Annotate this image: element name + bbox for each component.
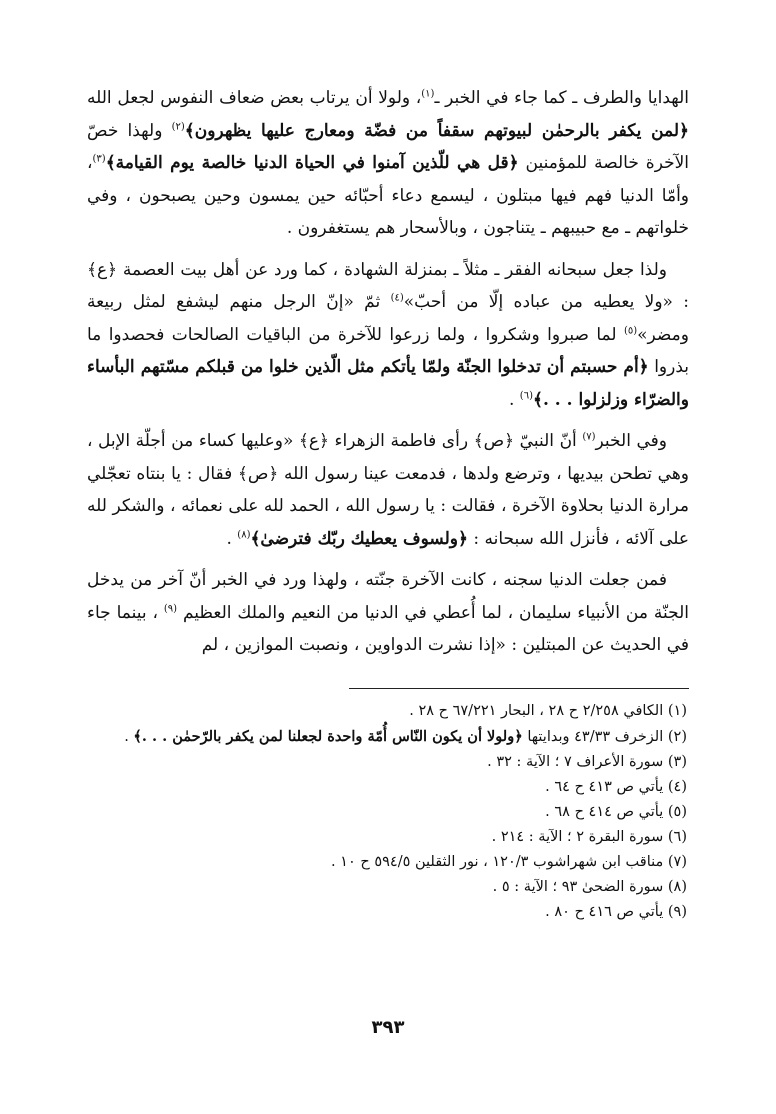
text-run: ، وأمّا الدنيا فهم فيها مبتلون ، ليسمع دعاء أحبّائه حين يمسون وحين يصبحون ، وفي خلواتهم ـ مع حبيبهم ـ يتناجون ، وبالأسحار هم يستغفرون . [87, 153, 689, 238]
footnote-number: (٢) [667, 728, 687, 745]
text-run: لما صبروا وشكروا ، ولما زرعوا للآخرة من الباقيات الصالحات فحصدوا ما بذروا [87, 324, 689, 377]
footnote-ref: (٧) [582, 431, 596, 443]
footnote-text: سورة البقرة ٢ ؛ الآية : ٢١٤ . [491, 828, 664, 845]
footnote-text: الزخرف ٤٣/٣٣ وبدايتها [522, 728, 664, 745]
paragraph-3 [87, 425, 689, 555]
footnote-item [87, 724, 689, 750]
text-run: . [226, 528, 238, 549]
text-run: ولهذا خصّ الآخرة خالصة للمؤمنين [87, 120, 689, 173]
footnote-item [87, 825, 689, 850]
footnote-text: يأتي ص ٤١٤ ح ٦٨ . [545, 803, 664, 820]
footnote-divider [349, 688, 689, 689]
text-run: ، ولولا أن يرتاب بعض ضعاف النفوس لجعل الله [87, 88, 422, 108]
paragraph-2 [87, 254, 689, 417]
footnote-ref: (٨) [237, 528, 251, 540]
footnote-item [87, 800, 689, 825]
paragraph-1 [87, 82, 689, 245]
footnote-ref: (٢) [171, 120, 185, 132]
footnotes-list [87, 699, 689, 925]
footnote-ref: (٤) [390, 292, 404, 304]
footnote-item [87, 900, 689, 925]
footnote-number: (٣) [667, 753, 687, 770]
footnote-item [87, 750, 689, 775]
text-run: . [508, 389, 520, 410]
footnote-ref: (١) [421, 88, 435, 100]
paragraph-4 [87, 564, 689, 662]
text-run: ولذا جعل سبحانه الفقر ـ مثلاً ـ بمنزلة الشهادة ، كما ورد عن أهل بيت العصمة ﴿ع﴾ : «ولا يعطيه من عباده إلّا من أحبّ» [87, 259, 689, 312]
footnote-number: (٧) [667, 853, 687, 870]
footnote-tail: . [124, 728, 134, 745]
quran-quote: ﴿قل هي للّذين آمنوا في الحياة الدنيا خالصة يوم القيامة﴾ [105, 153, 519, 173]
footnote-text: يأتي ص ٤١٦ ح ٨٠ . [545, 903, 664, 920]
text-run: الهدايا والطرف ـ كما جاء في الخبر ـ [434, 88, 689, 108]
footnote-number: (٦) [667, 828, 687, 845]
footnote-item [87, 775, 689, 800]
footnote-item [87, 850, 689, 875]
footnote-number: (٩) [667, 903, 687, 920]
main-text [87, 82, 689, 662]
quran-quote: ﴿أم حسبتم أن تدخلوا الجنّة ولمّا يأتكم مثل الّذين خلوا من قبلكم مسّتهم البأساء والضرّاء وزلزلوا . . .﴾ [87, 357, 689, 410]
footnote-quote: ﴿ولولا أن يكون النّاس أُمّة واحدة لجعلنا لمن يكفر بالرّحمٰن . . .﴾ [133, 727, 523, 745]
text-run: ثمّ «إنّ الرجل منهم ليشفع لمثل ربيعة ومضر» [87, 292, 689, 345]
text-run: أنّ النبيّ ﴿ص﴾ رأى فاطمة الزهراء ﴿ع﴾ «وعليها كساء من أجلّة الإبل ، وهي تطحن بيديها ، وترضع ولدها ، فدمعت عينا رسول الله ﴿ص﴾ فقال : يا بنتاه تعجّلي مرارة الدنيا بحلاوة الآخرة ، فقالت : يا رسول الله ، الحمد لله على نعمائه ، والشكر لله على آلائه ، فأنزل الله سبحانه : [87, 431, 689, 549]
footnote-text: سورة الضحىٰ ٩٣ ؛ الآية : ٥ . [492, 878, 664, 895]
footnote-number: (٥) [667, 803, 687, 820]
footnote-ref: (٣) [92, 153, 106, 165]
footnote-ref: (٥) [623, 324, 638, 336]
footnote-number: (٤) [667, 778, 687, 795]
text-run: ، بينما جاء في الحديث عن المبتلين : «إذا نشرت الدواوين ، ونصبت الموازين ، لم [87, 602, 689, 655]
footnote-ref: (٦) [519, 389, 533, 401]
footnote-text: مناقب ابن شهراشوب ١٢٠/٣ ، نور الثقلين ٥٩٤/٥ ح ١٠ . [330, 853, 664, 870]
footnote-text: سورة الأعراف ٧ ؛ الآية : ٣٢ . [487, 753, 664, 770]
text-run: وفي الخبر [595, 431, 668, 451]
footnote-number: (٨) [667, 878, 687, 895]
footnote-ref: (٩) [163, 602, 178, 614]
quran-quote: ﴿ولسوف يعطيك ربّك فترضىٰ﴾ [250, 528, 468, 549]
footnote-number: (١) [667, 702, 687, 719]
quran-quote: ﴿لمن يكفر بالرحمٰن لبيوتهم سقفاً من فضّة ومعارج عليها يظهرون﴾ [184, 120, 689, 141]
footnote-text: يأتي ص ٤١٣ ح ٦٤ . [545, 778, 664, 795]
text-run: فمن جعلت الدنيا سجنه ، كانت الآخرة جنّته ، ولهذا ورد في الخبر أنّ آخر من يدخل الجنّة من الأنبياء سليمان ، لما أُعطي في الدنيا من النعيم والملك العظيم [87, 570, 689, 623]
footnote-item [87, 699, 689, 724]
page-number: ٣٩٣ [371, 1017, 405, 1038]
footnote-item [87, 875, 689, 900]
footnote-text: الكافي ٢/٢٥٨ ح ٢٨ ، البحار ٦٧/٢٢١ ح ٢٨ . [409, 702, 664, 719]
